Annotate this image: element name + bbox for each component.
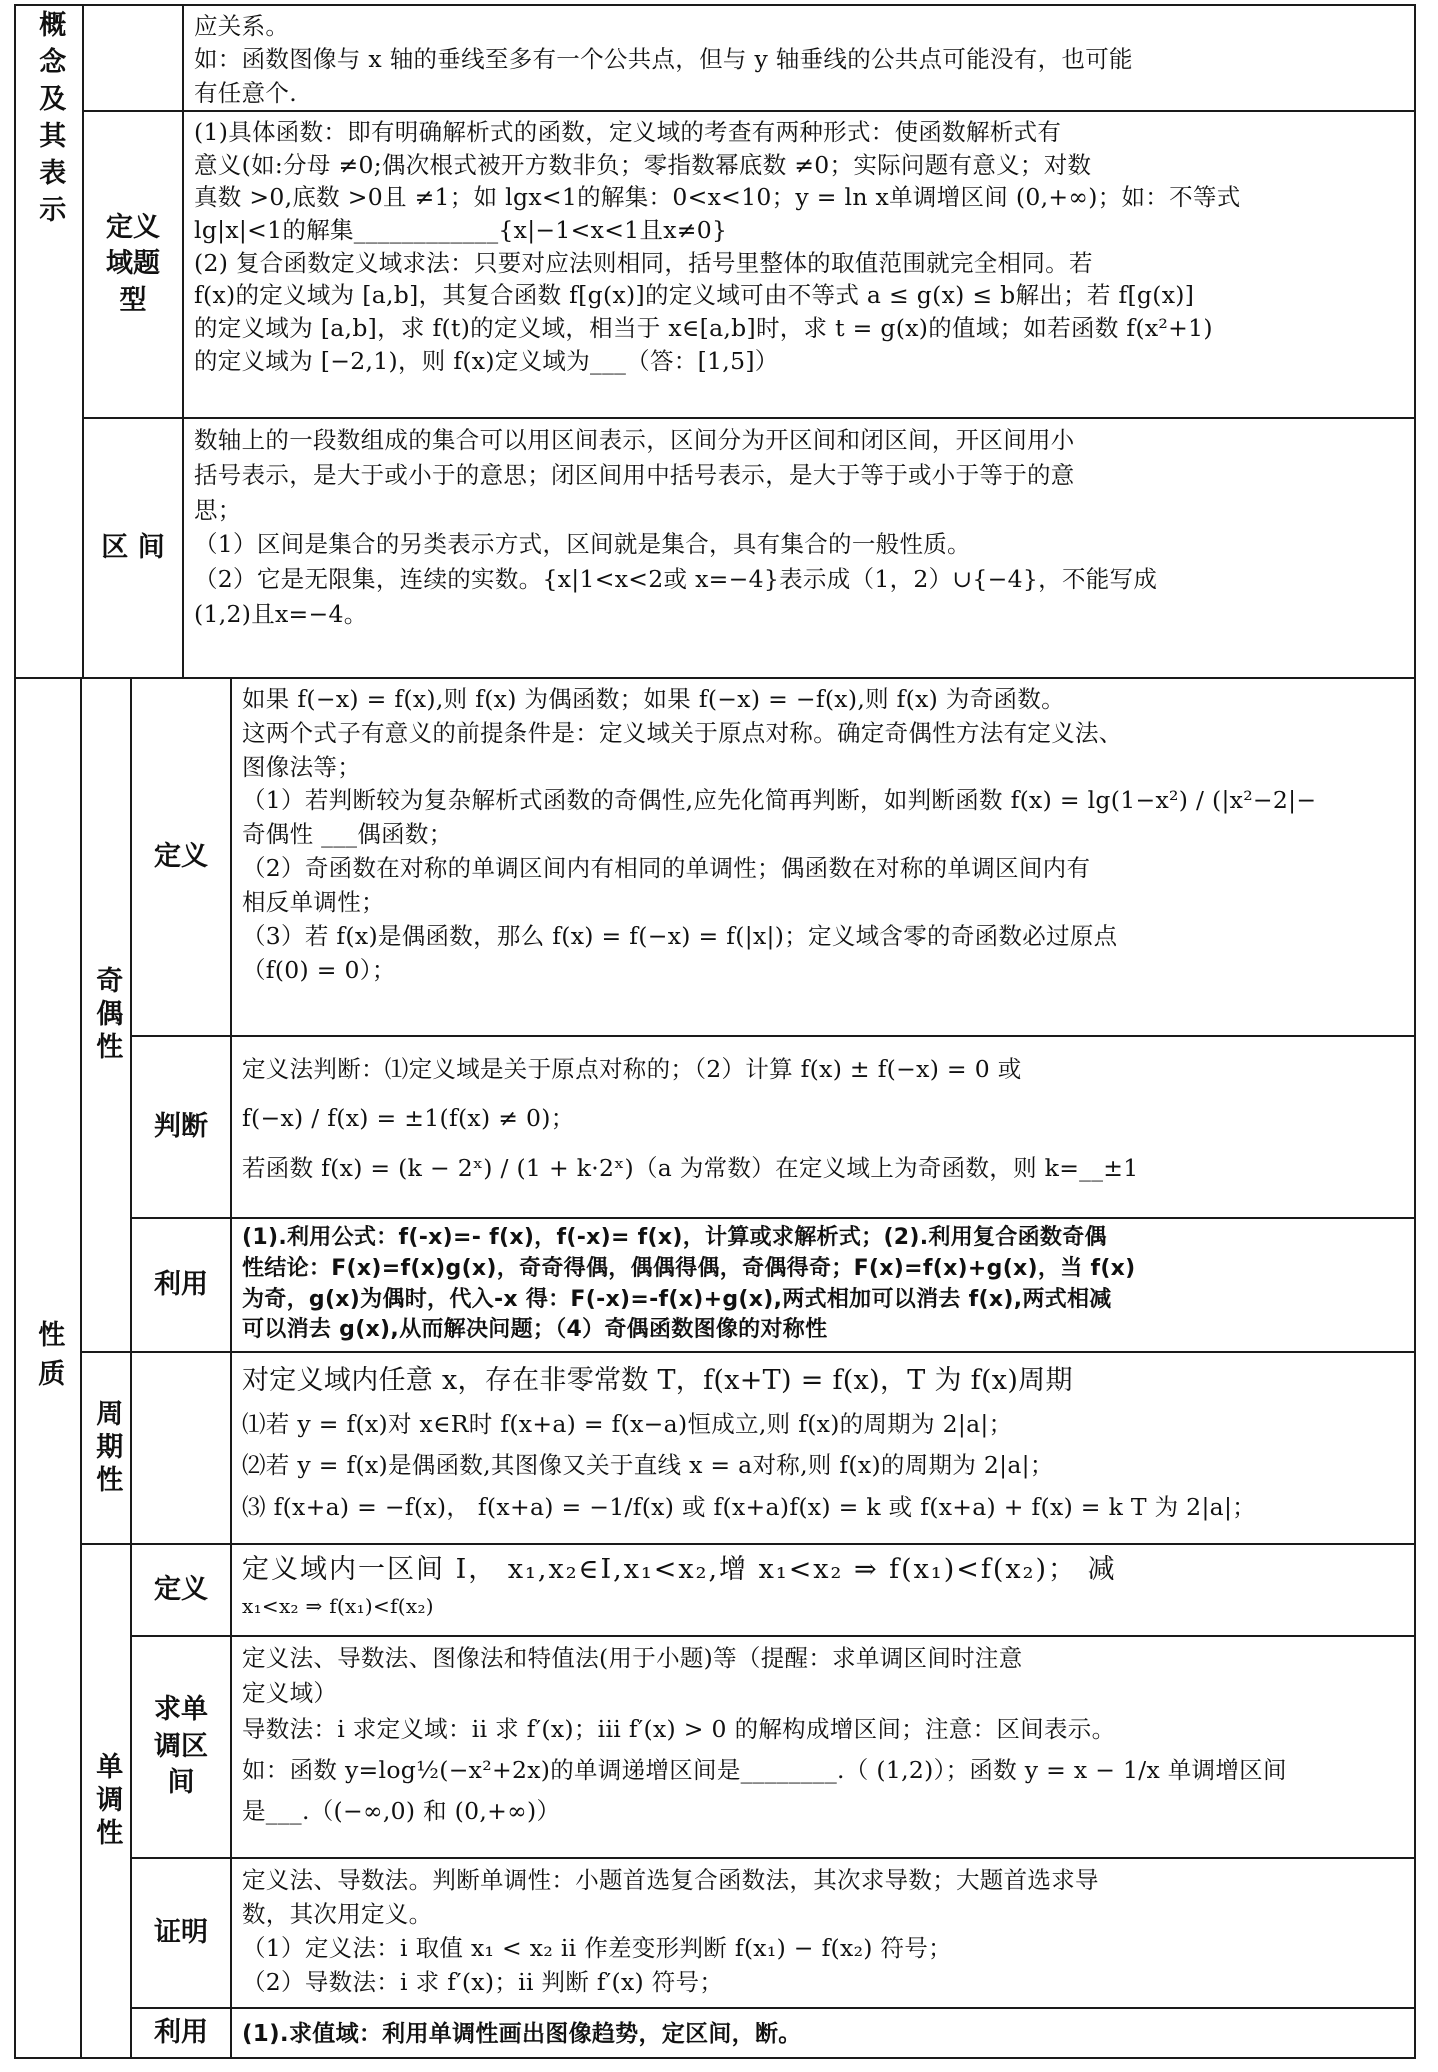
- text-line: 对定义域内任意 x，存在非零常数 T，f(x+T) = f(x)，T 为 f(x)周期: [242, 1365, 1073, 1396]
- text-line: (1).利用公式：f(-x)=- f(x)，f(-x)= f(x)，计算或求解析式；(2).利用复合函数奇偶: [242, 1225, 1107, 1250]
- row-label-parity-definition: 定义: [154, 840, 208, 872]
- text-line: 导数法：i 求定义域：ii 求 f′(x)；iii f′(x) > 0 的解构成增区间；注意：区间表示。: [242, 1714, 1116, 1743]
- row-label-domain-types: 定义域题型: [106, 211, 160, 316]
- table-border-bottom: [14, 2057, 1416, 2059]
- text-line: 如果 f(−x) = f(x),则 f(x) 为偶函数；如果 f(−x) = −f(x),则 f(x) 为奇函数。: [242, 685, 1065, 713]
- text-line: 的定义域为 [−2,1)，则 f(x)定义域为___（答：[1,5]）: [194, 346, 779, 375]
- text-line: （1）区间是集合的另类表示方式，区间就是集合，具有集合的一般性质。: [194, 530, 971, 559]
- text-line: 如：函数 y=log½(−x²+2x)的单调递增区间是________.（ (1,2)）；函数 y = x − 1/x 单调增区间: [242, 1755, 1287, 1784]
- row-label-monotonic-find: 求单调区间: [154, 1694, 208, 1799]
- text-line: 括号表示，是大于或小于的意思；闭区间用中括号表示，是大于等于或小于等于的意: [194, 460, 1075, 489]
- row-content-domain-types: [184, 112, 1414, 417]
- table-border-right: [1414, 4, 1416, 2059]
- row-label-monotonic-definition: 定义: [154, 1573, 208, 1605]
- text-line: 奇偶性 ___偶函数；: [242, 820, 453, 849]
- text-line: f(−x) / f(x) = ±1(f(x) ≠ 0)；: [242, 1104, 575, 1133]
- row-content-parity-use: [232, 1219, 1414, 1351]
- text-line: 有任意个.: [194, 78, 297, 107]
- row-content-monotonic-proof: [232, 1859, 1414, 2007]
- row-content-monotonic-find: [232, 1637, 1414, 1857]
- group-label-parity: 奇偶性: [91, 965, 123, 1065]
- knowledge-table: [14, 4, 1416, 2059]
- text-line: (1,2)且x=−4。: [194, 599, 368, 628]
- section-label-concept: 概念及其表示: [34, 10, 66, 232]
- text-line: 是___.（(−∞,0) 和 (0,+∞)）: [242, 1797, 561, 1825]
- row-content-period: [232, 1353, 1414, 1543]
- text-line: (2) 复合函数定义域求法：只要对应法则相同，括号里整体的取值范围就完全相同。若: [194, 248, 1093, 277]
- text-line: 定义法、导数法。判断单调性：小题首选复合函数法，其次求导数；大题首选求导: [242, 1866, 1099, 1894]
- text-line: 数轴上的一段数组成的集合可以用区间表示，区间分为开区间和闭区间，开区间用小: [194, 426, 1075, 454]
- text-line: 思；: [194, 495, 242, 524]
- row-label-parity-judge: 判断: [154, 1110, 208, 1142]
- row-content-monotonic-use: [232, 2009, 1414, 2057]
- row-content-continuation: [184, 6, 1414, 110]
- row-label-monotonic-use: 利用: [154, 2016, 208, 2048]
- text-line: lg|x|<1的解集____________{x|−1<x<1且x≠0}: [194, 215, 728, 244]
- text-line: ⑴若 y = f(x)对 x∈R时 f(x+a) = f(x−a)恒成立,则 f(x)的周期为 2|a|；: [242, 1410, 1013, 1439]
- row-label-monotonic-proof: 证明: [154, 1916, 208, 1948]
- text-line: 意义(如:分母 ≠0;偶次根式被开方数非负；零指数幂底数 ≠0；实际问题有意义；对数: [194, 150, 1092, 179]
- row-label-continuation: [84, 6, 182, 110]
- text-line: 定义法、导数法、图像法和特值法(用于小题)等（提醒：求单调区间时注意: [242, 1644, 1023, 1672]
- row-label-interval: 区 间: [101, 531, 165, 563]
- text-line: （2）它是无限集，连续的实数。{x|1<x<2或 x=−4}表示成（1，2）∪{−4}，不能写成: [194, 565, 1158, 594]
- text-line: 相反单调性；: [242, 887, 385, 916]
- text-line: 真数 >0,底数 >0且 ≠1；如 lgx<1的解集：0<x<10；y = ln x单调增区间 (0,+∞)；如：不等式: [194, 183, 1241, 212]
- text-line: x₁<x₂ ⇒ f(x₁)<f(x₂): [242, 1593, 434, 1618]
- text-line: 如：函数图像与 x 轴的垂线至多有一个公共点，但与 y 轴垂线的公共点可能没有，也可能: [194, 45, 1133, 74]
- text-line: 可以消去 g(x),从而解决问题；（4）奇偶函数图像的对称性: [242, 1317, 828, 1343]
- text-line: 的定义域为 [a,b]，求 f(t)的定义域，相当于 x∈[a,b]时，求 t = g(x)的值域；如若函数 f(x²+1): [194, 313, 1213, 342]
- text-line: 应关系。: [194, 12, 290, 40]
- text-line: （f(0) = 0）；: [242, 955, 396, 984]
- row-content-interval: [184, 419, 1414, 677]
- text-line: 若函数 f(x) = (k − 2ˣ) / (1 + k·2ˣ)（a 为常数）在定义域上为奇函数，则 k=__±1: [242, 1153, 1139, 1182]
- row-content-monotonic-definition: [232, 1545, 1414, 1635]
- row-content-parity-definition: [232, 679, 1414, 1035]
- section-label-property: 性质: [33, 1320, 65, 1398]
- text-line: 为奇，g(x)为偶时，代入-x 得：F(-x)=-f(x)+g(x),两式相加可以消去 f(x),两式相减: [242, 1286, 1112, 1312]
- text-line: 定义域）: [242, 1679, 338, 1708]
- text-line: 这两个式子有意义的前提条件是：定义域关于原点对称。确定奇偶性方法有定义法、: [242, 718, 1123, 747]
- group-label-period: 周期性: [91, 1398, 123, 1498]
- text-line: 性结论：F(x)=f(x)g(x)，奇奇得偶，偶偶得偶，奇偶得奇；F(x)=f(x)+g(x)，当 f(x): [242, 1255, 1136, 1281]
- text-line: (1).求值域：利用单调性画出图像趋势，定区间，断。: [242, 2021, 802, 2047]
- text-line: （3）若 f(x)是偶函数，那么 f(x) = f(−x) = f(|x|)；定义域含零的奇函数必过原点: [242, 921, 1118, 950]
- text-line: （1）定义法：i 取值 x₁ < x₂ ii 作差变形判断 f(x₁) − f(x₂) 符号；: [242, 1934, 952, 1963]
- text-line: (1)具体函数：即有明确解析式的函数，定义域的考查有两种形式：使函数解析式有: [194, 118, 1062, 146]
- text-line: 数，其次用定义。: [242, 1900, 433, 1929]
- text-line: （2）导数法：i 求 f′(x)；ii 判断 f′(x) 符号；: [242, 1968, 724, 1997]
- text-line: 图像法等；: [242, 752, 361, 781]
- text-line: （1）若判断较为复杂解析式函数的奇偶性,应先化简再判断，如判断函数 f(x) = lg(1−x²) / (|x²−2|−: [242, 786, 1317, 815]
- group-label-monotonic: 单调性: [91, 1751, 123, 1851]
- text-line: ⑶ f(x+a) = −f(x)， f(x+a) = −1/f(x) 或 f(x+a)f(x) = k 或 f(x+a) + f(x) = k T 为 2|a|；: [242, 1492, 1256, 1521]
- row-label-parity-use: 利用: [154, 1268, 208, 1300]
- text-line: ⑵若 y = f(x)是偶函数,其图像又关于直线 x = a对称,则 f(x)的周期为 2|a|；: [242, 1451, 1054, 1480]
- text-line: （2）奇函数在对称的单调区间内有相同的单调性；偶函数在对称的单调区间内有: [242, 854, 1091, 883]
- text-line: f(x)的定义域为 [a,b]，其复合函数 f[g(x)]的定义域可由不等式 a ≤ g(x) ≤ b解出；若 f[g(x)]: [194, 281, 1195, 310]
- table-border-left: [14, 4, 16, 2059]
- text-line: 定义法判断：⑴定义域是关于原点对称的；（2）计算 f(x) ± f(−x) = 0 或: [242, 1055, 1022, 1083]
- text-line: 定义域内一区间 I， x₁,x₂∈I,x₁<x₂,增 x₁<x₂ ⇒ f(x₁)<f(x₂)； 减: [242, 1554, 1117, 1585]
- row-content-parity-judge: [232, 1037, 1414, 1217]
